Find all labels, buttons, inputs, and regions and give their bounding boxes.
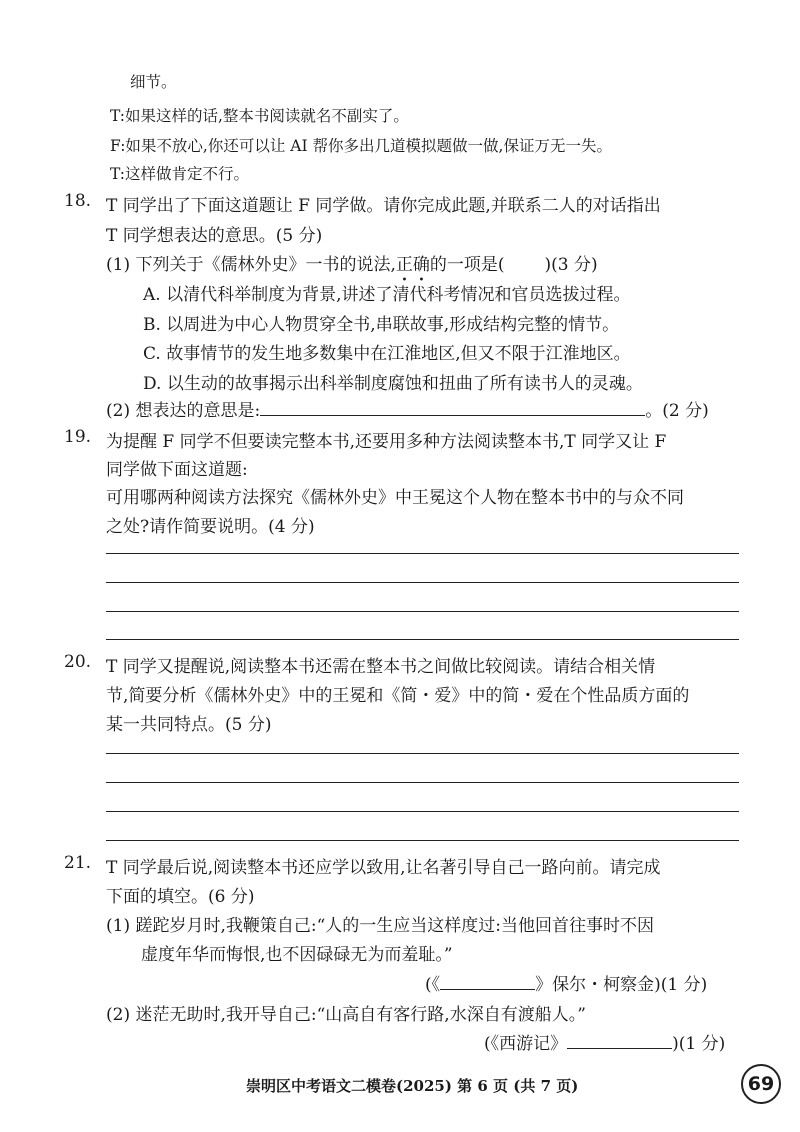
fill-in-source-2 (484, 1029, 725, 1054)
answer-line[interactable] (106, 553, 739, 554)
question-stem: 下面的填空。(6 分) (106, 887, 255, 907)
source-prefix: (《西游记》 (484, 1034, 568, 1054)
fill-in-source-1 (425, 970, 707, 995)
question-stem: T 同学最后说,阅读整本书还应学以致用,让名著引导自己一路向前。请完成 (106, 858, 661, 878)
option-b[interactable]: B. 以周进为中心人物贯穿全书,串联故事,形成结构完整的情节。 (143, 315, 620, 335)
question-stem: T 同学想表达的意思。(5 分) (106, 226, 323, 246)
dialogue-line: 细节。 (130, 73, 177, 91)
answer-line[interactable] (106, 611, 739, 612)
sub-question-text: 的一项是( (429, 255, 505, 275)
sub-question-2 (106, 396, 709, 421)
page-footer: 崇明区中考语文二模卷(2025) 第 6 页 (共 7 页) (246, 1077, 579, 1095)
sub-question-text: 虚度年华而悔恨,也不因碌碌无为而羞耻。” (141, 945, 453, 965)
option-a[interactable]: A. 以清代科举制度为背景,讲述了清代科考情况和官员选拔过程。 (143, 285, 631, 305)
answer-line[interactable] (260, 414, 645, 416)
sub-question-score: 。(2 分) (645, 401, 709, 421)
source-prefix: (《 (425, 975, 441, 995)
sub-question-text: (1) 蹉跎岁月时,我鞭策自己:“人的一生应当这样度过:当他回首往事时不因 (106, 916, 655, 936)
source-suffix: 》保尔・柯察金)(1 分) (535, 975, 708, 995)
answer-line[interactable] (106, 753, 739, 754)
answer-line[interactable] (106, 840, 739, 841)
answer-blank[interactable] (567, 1047, 672, 1049)
sub-question-1 (106, 250, 598, 275)
answer-line[interactable] (106, 639, 739, 640)
answer-line[interactable] (106, 811, 739, 812)
sub-question-score: )(3 分) (544, 255, 598, 275)
answer-line[interactable] (106, 582, 739, 583)
question-number: 20. (64, 652, 92, 672)
question-stem: 节,简要分析《儒林外史》中的王冕和《简・爱》中的简・爱在个性品质方面的 (106, 686, 690, 706)
dialogue-line: F:如果不放心,你还可以让 AI 帮你多出几道模拟题做一做,保证万无一失。 (110, 137, 612, 155)
question-stem: 可用哪两种阅读方法探究《儒林外史》中王冕这个人物在整本书中的与众不同 (106, 488, 684, 508)
sub-question-text: (2) 迷茫无助时,我开导自己:“山高自有客行路,水深自有渡船人。” (106, 1005, 586, 1025)
question-stem: 某一共同特点。(5 分) (106, 715, 272, 735)
option-d[interactable]: D. 以生动的故事揭示出科举制度腐蚀和扭曲了所有读书人的灵魂。 (143, 374, 643, 394)
page-number-badge: 69 (741, 1064, 781, 1104)
option-c[interactable]: C. 故事情节的发生地多数集中在江淮地区,但又不限于江淮地区。 (143, 344, 631, 364)
source-suffix: )(1 分) (672, 1034, 726, 1054)
question-stem: 之处?请作简要说明。(4 分) (106, 517, 315, 537)
question-stem: 为提醒 F 同学不但要读完整本书,还要用多种方法阅读整本书,T 同学又让 F (106, 432, 667, 452)
sub-question-text: (2) 想表达的意思是: (106, 401, 261, 421)
dialogue-line: T:这样做肯定不行。 (110, 165, 250, 183)
answer-line[interactable] (106, 782, 739, 783)
sub-question-text: (1) 下列关于《儒林外史》一书的说法, (106, 255, 396, 275)
question-number: 19. (64, 427, 92, 447)
answer-blank[interactable] (440, 988, 535, 990)
question-number: 21. (64, 853, 92, 873)
question-stem: T 同学出了下面这道题让 F 同学做。请你完成此题,并联系二人的对话指出 (106, 196, 661, 216)
emphasis-char: 正 (395, 255, 413, 275)
question-number: 18. (64, 191, 92, 211)
question-stem: T 同学又提醒说,阅读整本书还需在整本书之间做比较阅读。请结合相关情 (106, 657, 656, 677)
dialogue-line: T:如果这样的话,整本书阅读就名不副实了。 (110, 107, 409, 125)
question-stem: 同学做下面这道题: (106, 460, 248, 480)
emphasis-char: 确 (412, 255, 430, 275)
